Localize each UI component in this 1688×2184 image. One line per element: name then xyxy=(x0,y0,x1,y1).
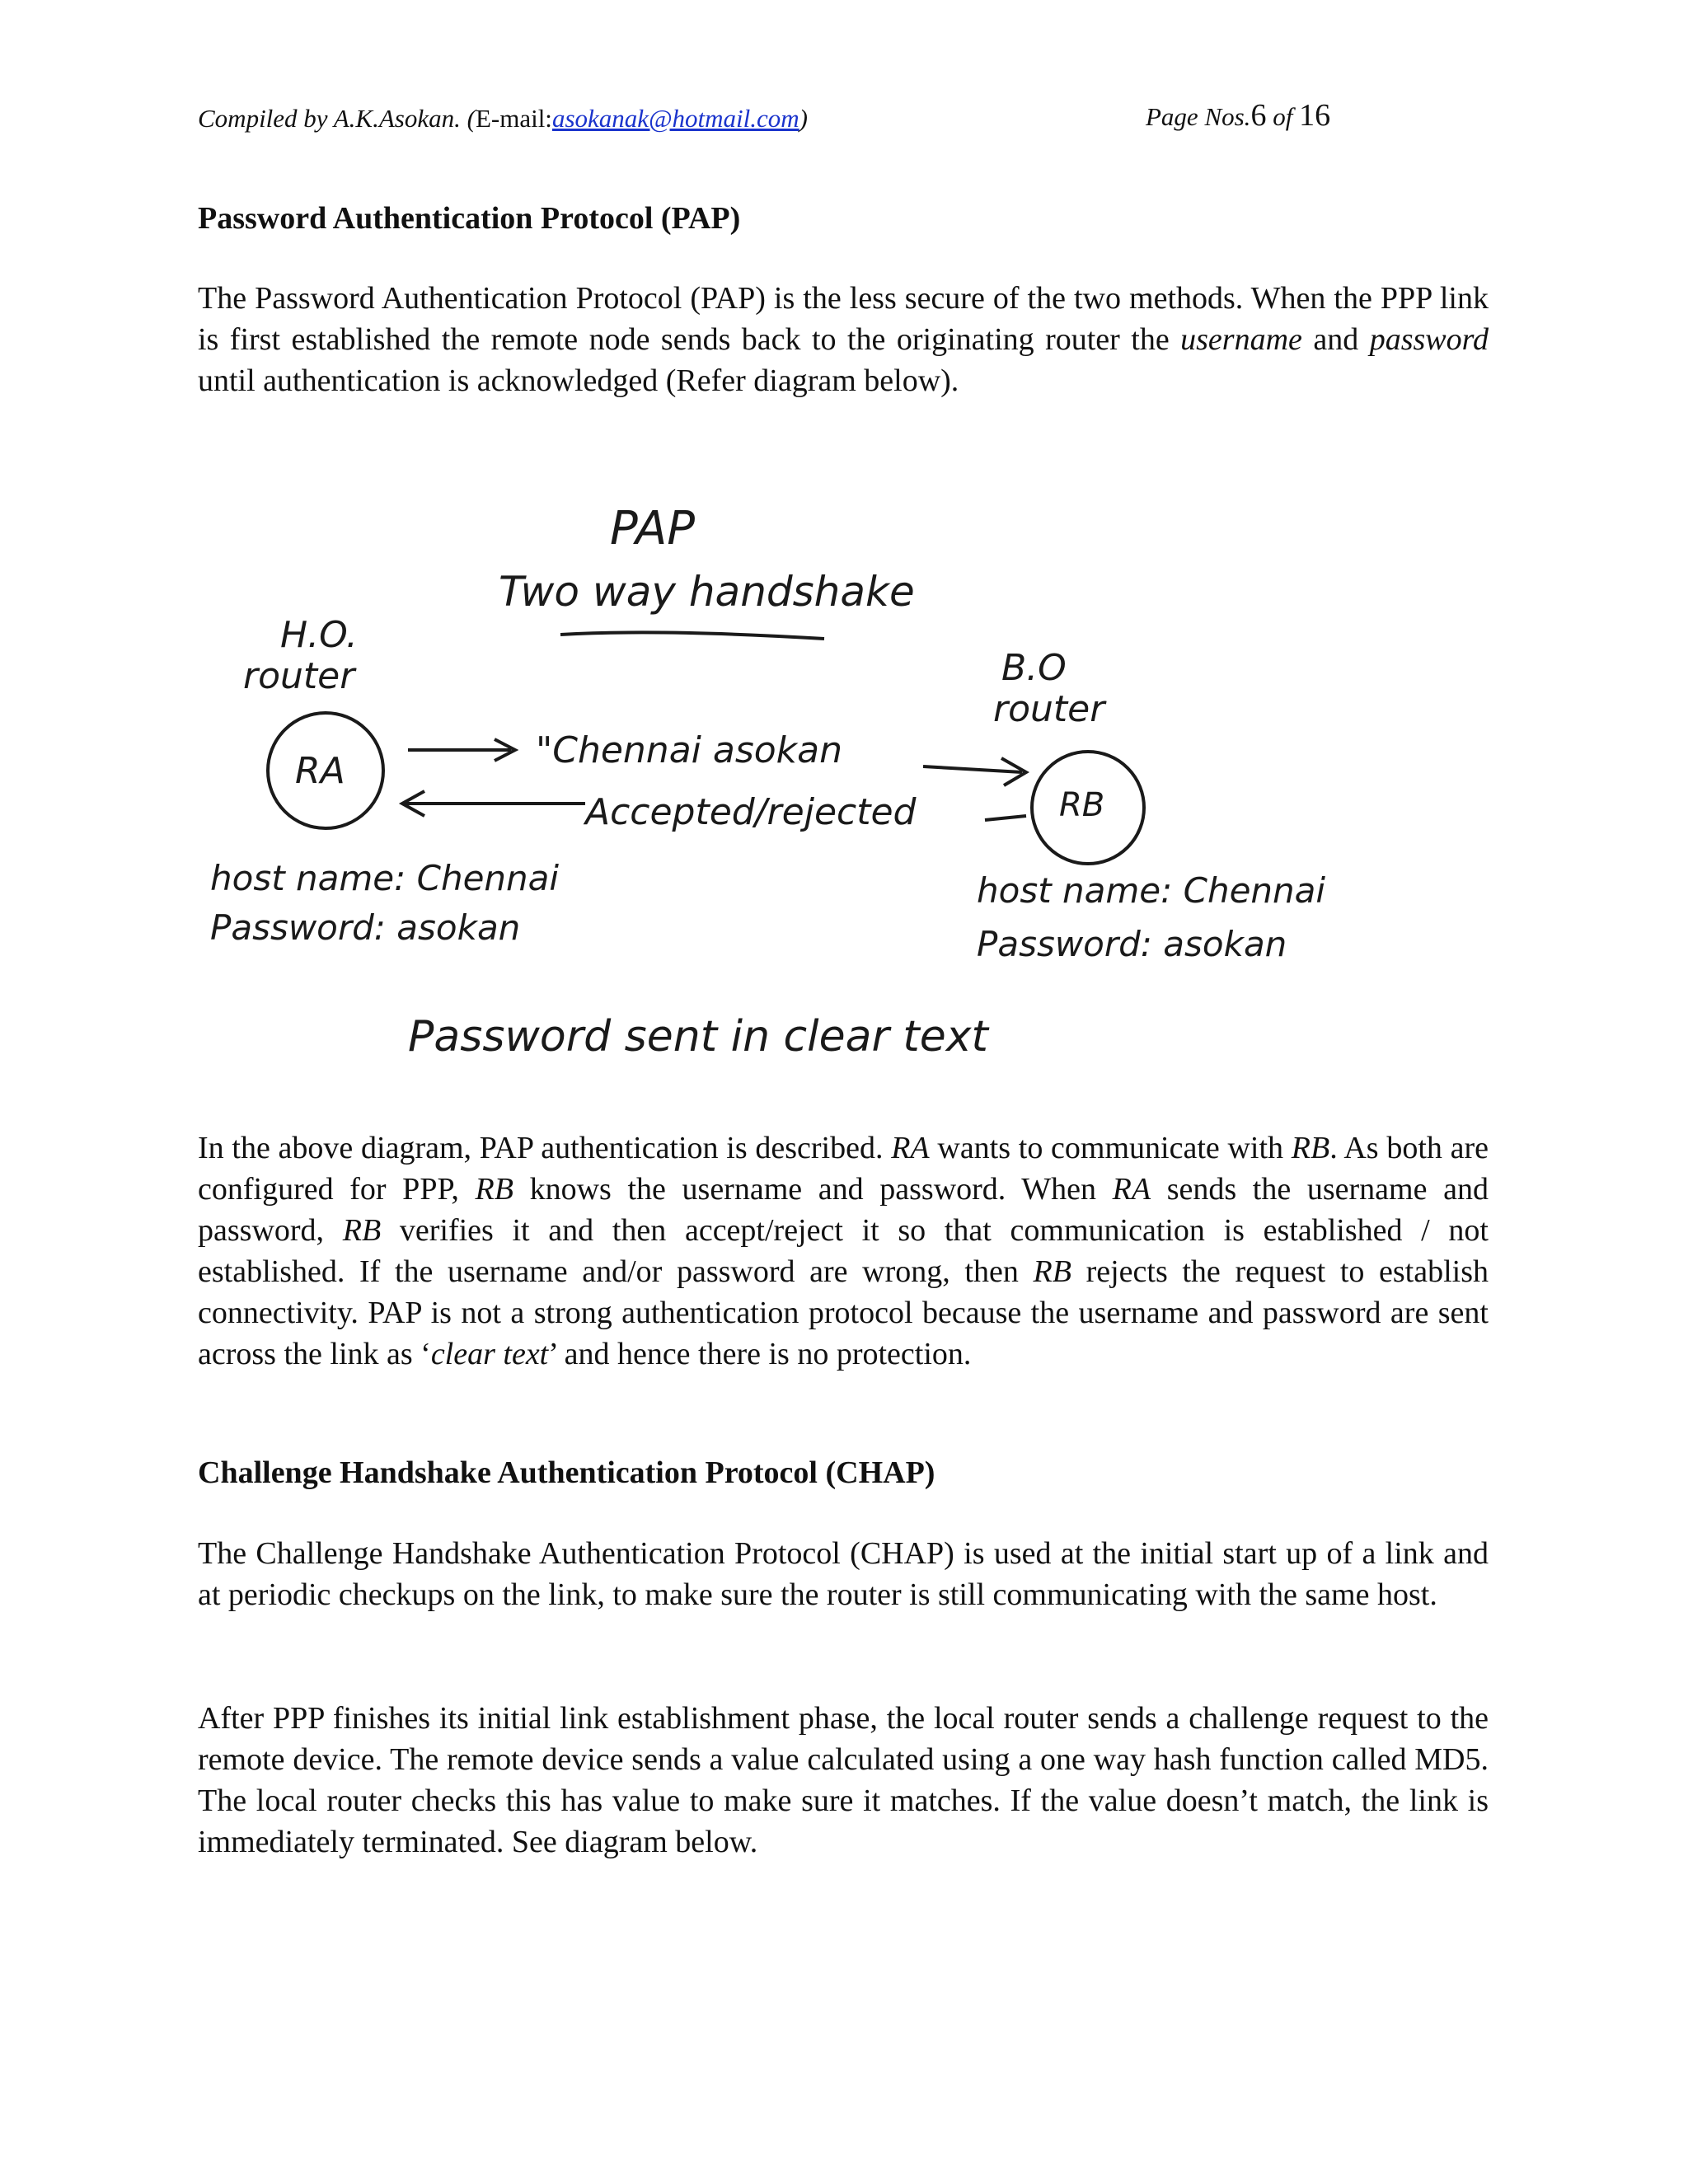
pap-description-paragraph: In the above diagram, PAP authentication is described. RA wants to communicate with RB. As both are configured for PPP, RB knows the username and password. When RA sends the username and password, RB verifies it and then accept/reject it so that communication is established / not established. If the username and/or password are wrong, then RB rejects the request to establish connectivity. PAP is not a strong authentication protocol because the username and password are sent across the link as ‘clear text’ and hence there is no protection. xyxy=(198,1131,1489,1371)
rb-node-label: RB xyxy=(1059,786,1105,824)
right-hostname: host name: Chennai xyxy=(977,870,1326,911)
left-hostname: host name: Chennai xyxy=(210,858,560,898)
page-header xyxy=(198,97,1352,138)
subtitle-underline xyxy=(560,632,824,639)
chap-paragraph-1: The Challenge Handshake Authentication Protocol (CHAP) is used at the initial start up of a link and at periodic checkups on the link, to make sure the router is still communicating with the same host. xyxy=(198,1536,1489,1612)
compiled-prefix: Compiled by A.K.Asokan. ( xyxy=(198,104,476,133)
pap-diagram-svg xyxy=(198,482,1385,1084)
diagram-caption: Password sent in clear text xyxy=(408,1012,988,1062)
ra-node-label: RA xyxy=(295,750,345,792)
chap-heading: Challenge Handshake Authentication Protocol (CHAP) xyxy=(198,1455,935,1490)
diagram-title: PAP xyxy=(610,502,696,555)
back-message: Accepted/rejected xyxy=(585,791,917,833)
page-label: Page Nos. xyxy=(1146,102,1251,131)
page-number xyxy=(1146,97,1330,134)
forward-arrow-end xyxy=(923,766,1022,772)
forward-message: "Chennai asokan xyxy=(536,729,843,771)
pap-diagram xyxy=(198,482,1385,1084)
pap-intro-paragraph: The Password Authentication Protocol (PAP) is the less secure of the two methods. When the PPP link is first established the remote node sends back to the originating router the username and password until authentication is acknowledged (Refer diagram below). xyxy=(198,281,1489,398)
left-router-label-2: router xyxy=(243,655,355,697)
right-password: Password: asokan xyxy=(977,924,1287,964)
right-router-label-2: router xyxy=(993,688,1105,730)
compiled-by xyxy=(198,104,808,134)
diagram-subtitle: Two way handshake xyxy=(499,568,915,616)
page-of: of xyxy=(1266,102,1300,131)
chap-paragraph-2: After PPP finishes its initial link establishment phase, the local router sends a challenge request to the remote device. The remote device sends a value calculated using a one way hash function called MD5. The local router checks this has value to make sure it matches. If the value doesn’t match, the link is immediately terminated. See diagram below. xyxy=(198,1701,1489,1859)
right-router-label-1: B.O xyxy=(1001,647,1067,689)
left-router-label-1: H.O. xyxy=(280,614,358,656)
email-label: E-mail: xyxy=(475,104,552,133)
page-total: 16 xyxy=(1299,98,1331,133)
left-password: Password: asokan xyxy=(210,907,521,948)
page-current: 6 xyxy=(1250,98,1267,133)
email-link[interactable]: asokanak@hotmail.com xyxy=(551,104,799,133)
compiled-suffix: ) xyxy=(799,104,808,133)
pap-heading: Password Authentication Protocol (PAP) xyxy=(198,201,741,236)
